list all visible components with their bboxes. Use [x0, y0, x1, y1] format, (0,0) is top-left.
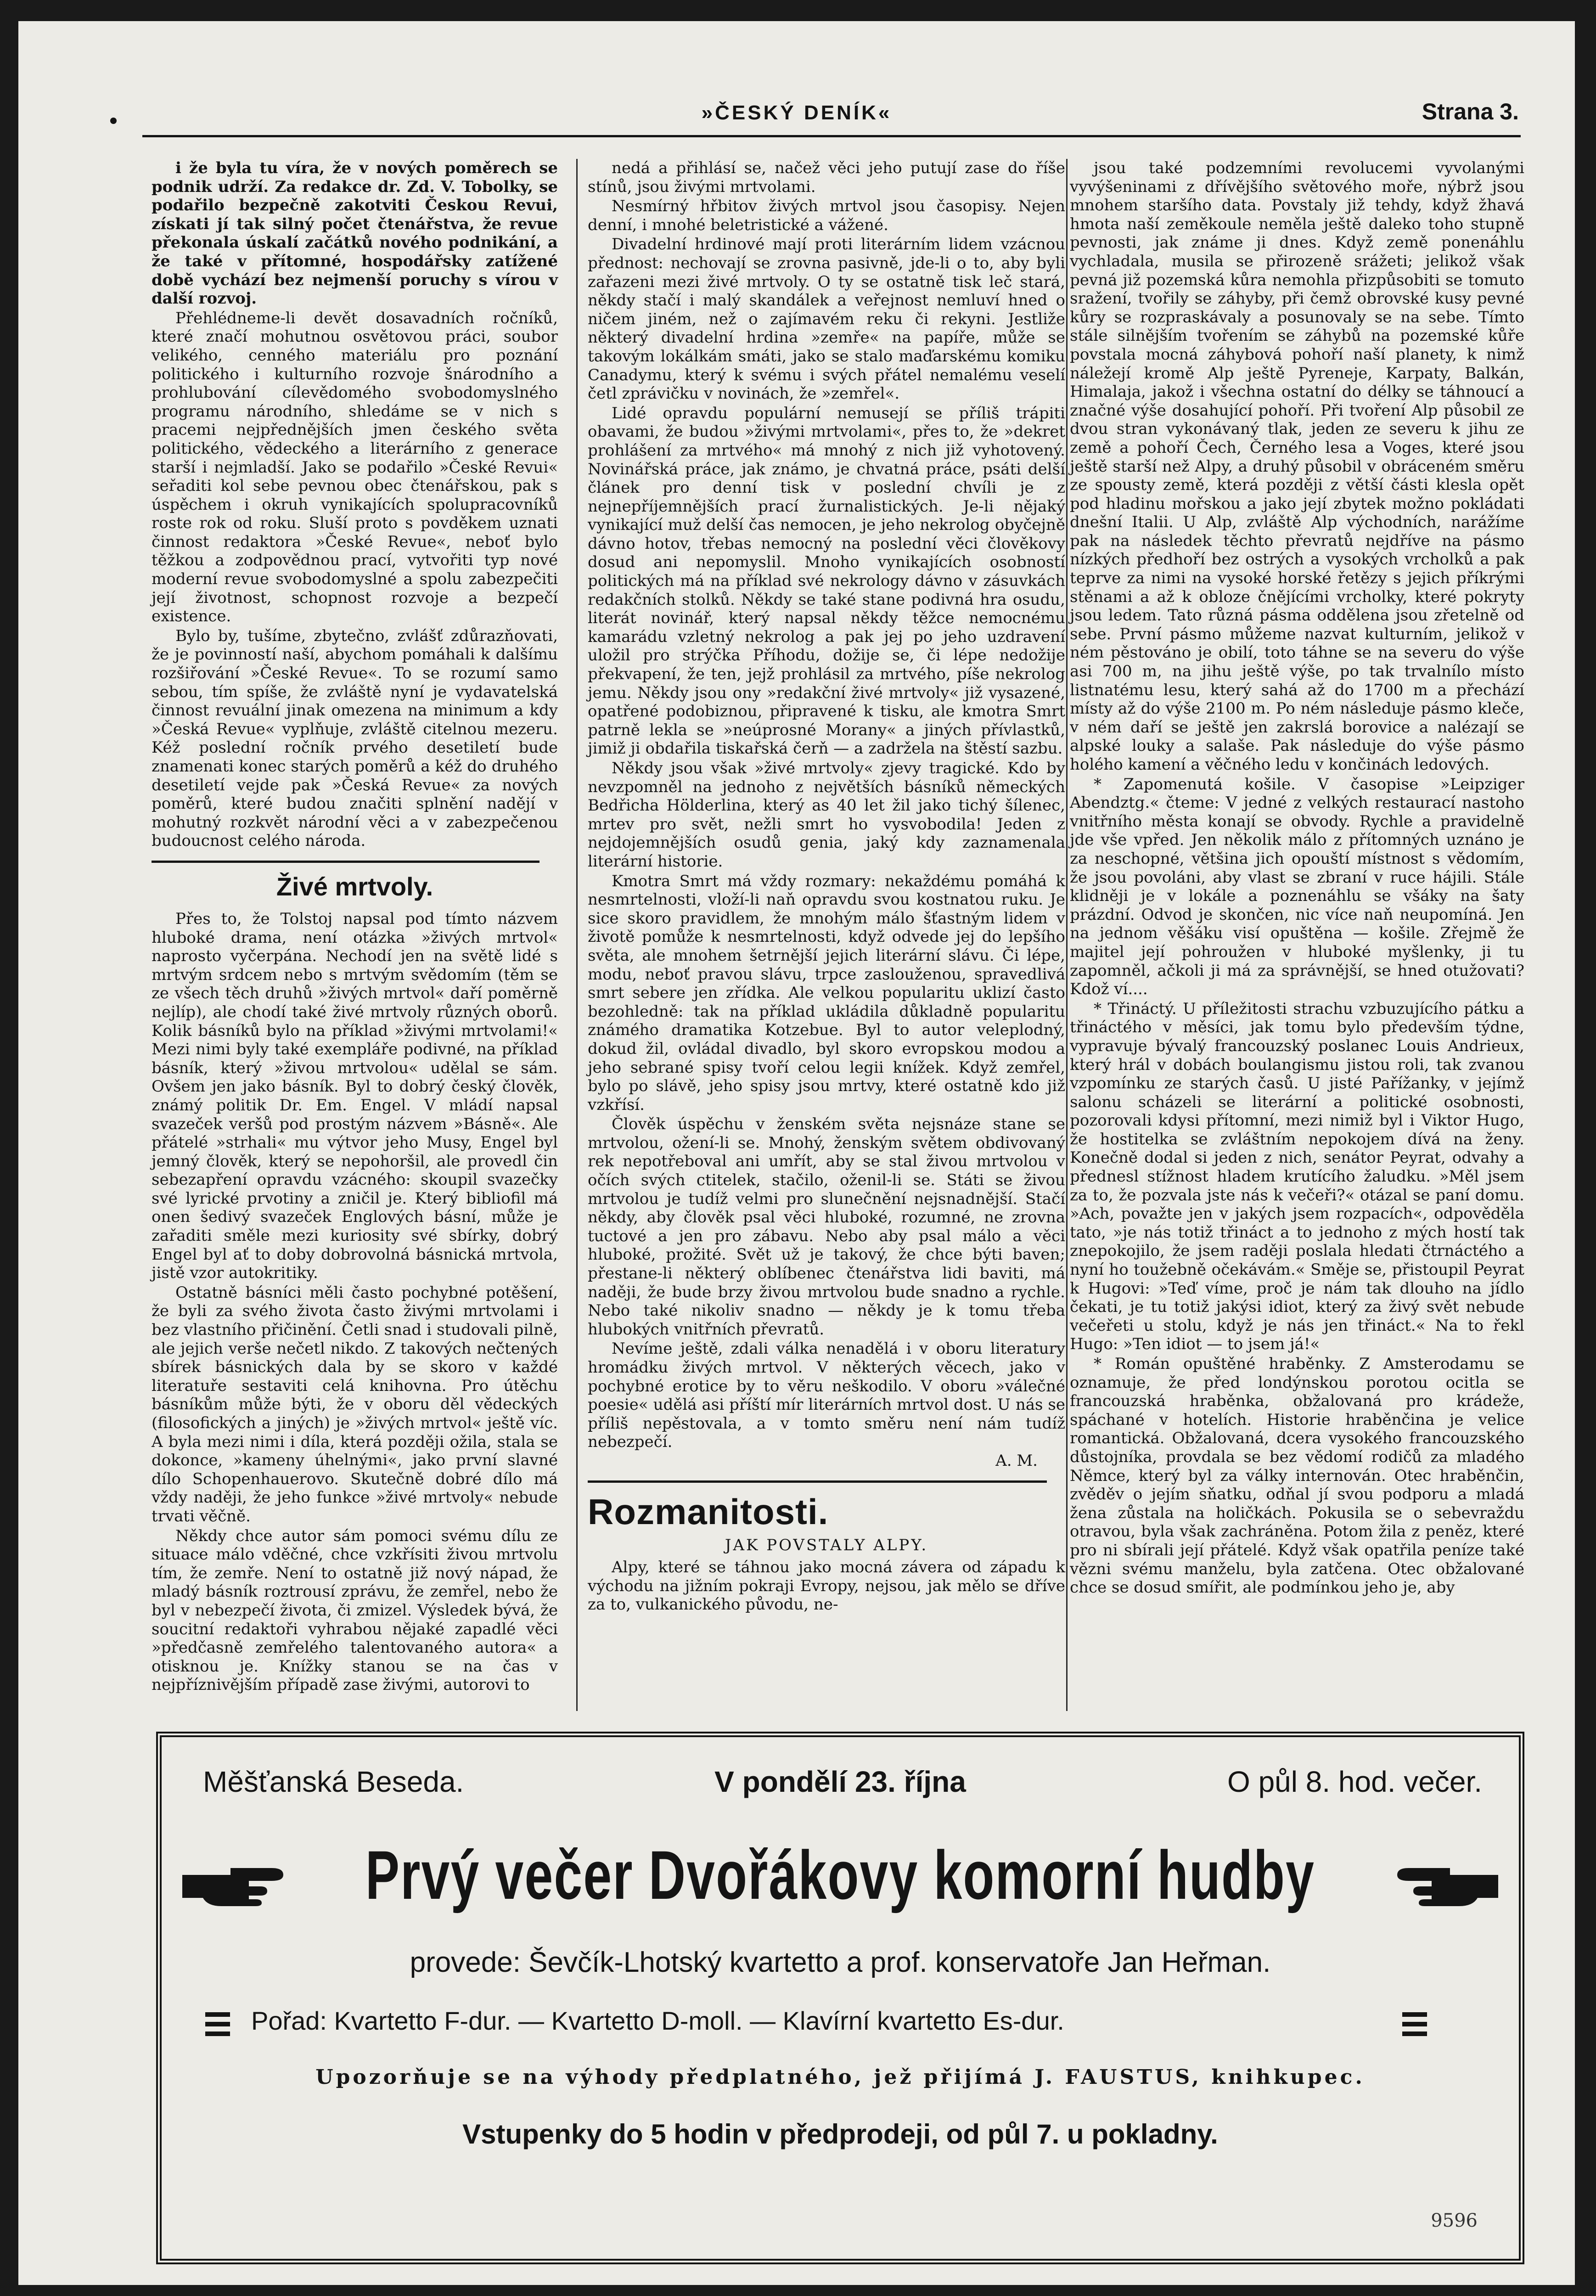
paragraph: Nesmírný hřbitov živých mrtvol jsou časopisy. Nejen denní, i mnohé beletristické a vážené.: [588, 197, 1065, 234]
ad-code: 9596: [1431, 2210, 1478, 2231]
paragraph: Ostatně básníci měli často pochybné potěšení, že byli za svého života často živými mrtvolami i bez vlastního přičinění. Četli snad i studovali pilně, ale jejich verše nečetl nikdo. Z takových nečtených sbírek básnických dala by se skoro v každé literatuře sestaviti celá knihovna. Pro útěchu básníkům může býti, že v oboru děl vědeckých (filosofických a jiných) je »živých mrtvol« ještě víc. A byla mezi nimi i díla, která později ožila, stala se dokonce, »kameny úhelnými«, jako první slavné dílo Schopenhauerovo. Skutečně dobré dílo má vždy naději, že jeho funkce »živé mrtvoly« nebude trvati věčně.: [152, 1283, 558, 1525]
column-1: [152, 159, 558, 1694]
paragraph: Člověk úspěchu v ženském světa nejsnáze stane se mrtvolou, ožení-li se. Mnohý, ženským světem obdivovaný rek nepotřeboval ani umřít, aby se stal živou mrtvolou v očích svých ctitelek, stačilo, oženil-li se. Státi se živou mrtvolou je tudíž velmi pro slunečnění nejsnadnější. Stačí někdy, aby člověk psal věci hluboké, rozumné, ne zrovna tuctové a jen pro zábavu. Nebo aby psal málo a věci hluboké, prožité. Svět už je takový, že chce býti baven; přestane-li některý oblíbenec čtenářstva lidi baviti, má naději, že bude brzy živou mrtvolou bude snadno a rychle. Nebo také nikoliv snadno — někdy je k tomu třeba hlubokých vnitřních převratů.: [588, 1115, 1065, 1339]
ad-time: O půl 8. hod. večer.: [1227, 1765, 1482, 1798]
pointing-hand-left-icon: [1395, 1854, 1500, 1907]
subsection-title: JAK POVSTALY ALPY.: [725, 1536, 928, 1554]
ad-program: Pořad: Kvartetto F-dur. — Kvartetto D-moll. — Klavírní kvartetto Es-dur.: [251, 2006, 1064, 2035]
ad-tickets: Vstupenky do 5 hodin v předprodeji, od půl 7. u pokladny.: [462, 2119, 1218, 2150]
paragraph: * Zapomenutá košile. V časopise »Leipziger Abendztg.« čteme: V jedné z velkých restaurací nastoho vnitřního města konají se obvody. Rychle a pravidelně jde vše vpřed. Jen několik málo z přítomných uznáno je za neschopné, většina jich opouští místnost s vědomím, že jsou povoláni, aby vlast se zbraní v ruce hájili. Stále klidněji je v lokále a poznenáhlu se všáky na šaty prázdní. Odvod je skončen, nic více naň neupomíná. Jen na jednom věšáku visí opuštěna — košile. Zřejmě že majitel její pohroužen v hluboké myšlenky, ji tu zapomněl, ačkoli ji má za správnější, se hned otužovati? Kdož ví....: [1070, 775, 1524, 999]
page-number: Strana 3.: [1422, 99, 1519, 124]
paragraph: Kmotra Smrt má vždy rozmary: nekaždému pomáhá k nesmrtelnosti, vloží-li naň opravdu svou kostnatou ruku. Je sice skoro pravidlem, že mnohým málo šťastným lidem v životě pomůže k nesmrtelnosti, když odvede jej do lepšího světa, ale mnohem šetrnější jejich literární slávu. Či lépe, modu, neboť pravou slávu, trpce zaslouženou, spravedlivá smrt sebere jen zřídka. Ale velkou popularitu uklizí často bezohledně: tak na příklad ukládila důkladně popularitu známého dramatika Kotzebue. Byl to autor veleplodný, dokud žil, ovládal divadlo, byl skoro evropskou modou a jeho sebrané spisy tvoří celou legii knížek. Když zemřel, bylo po slávě, jeho spisy jsou mrtvy, které ostatně kdo již vzkřísí.: [588, 872, 1065, 1114]
paragraph: Někdy jsou však »živé mrtvoly« zjevy tragické. Kdo by nevzpomněl na jednoho z největších básníků německých Bedřicha Hölderlina, který as 40 let žil jako tichý šílenec, mrtev pro svět, nežli smrt ho vysvobodila! Jeden z nejdojemnějších osudů genia, jaký kdy zaznamenala literární historie.: [588, 759, 1065, 871]
paragraph: i že byla tu víra, že v nových poměrech se podnik udrží. Za redakce dr. Zd. V. Tobolky, se podařilo bezpečně zakotviti Českou Revui, získati jí tak silný počet čtenářstva, že revue překonala úskalí začátků nového podnikání, a že také v přítomné, hospodářsky zatížené době vychází bez nejmenší poruchy s vírou v další rozvoj.: [152, 159, 558, 308]
triple-bar-icon: [1402, 2010, 1427, 2038]
paragraph: Přehlédneme-li devět dosavadních ročníků, které značí mohutnou osvětovou práci, soubor velikého, cenného materiálu pro poznání politického i kulturního rozvoje šnárodního a prohlubování cílevědomého svobodomyslného programu národního, shledáme se v nich s pracemi nejpřednějších jmen českého světa politického, vědeckého a literárního z generace starší i nejmladší. Jako se podařilo »České Revui« seřaditi kol sebe pevnou obec čtenářskou, pak s úspěchem i okruh vynikajících spolupracovníků roste rok od roku. Sluší proto s povděkem uznati činnost redaktora »České Revue«, neboť bylo těžkou a zodpovědnou prací, vytvořiti typ nové moderní revue svobodomyslné a spolu zabezpečiti její životnost, schopnost rozvoje a bezpečí existence.: [152, 309, 558, 626]
column-2: [588, 159, 1065, 1674]
ad-venue: Měšťanská Beseda.: [203, 1765, 464, 1798]
paragraph: * Třináctý. U příležitosti strachu vzbuzujícího pátku a třináctého v měsíci, jak tomu bylo především týdne, vypravuje bývalý francouzský poslanec Louis Andrieux, který hrál v dobách boulangismu jistou roli, tak zvanou vzpomínku ze starých časů. U jisté Pařížanky, v jejímž salonu scházeli se literární a politické osobnosti, pozorovali kdysi přítomní, mezi nimiž byl i Viktor Hugo, že hostitelka se zvláštním nepokojem dívá na ženy. Konečně dodal si jeden z nich, senátor Peyrat, odvahy a přednesl stížnost hladem krutícího žaludku. »Měl jsem za to, že pozvala jste nás k večeři?« otázal se paní domu. »Ach, považte jen v jakých jsem rozpacích«, odpověděla tato, »je nás totiž třináct a to jednoho z mých hostí tak znepokojilo, že jsem raději poslala hledati čtrnáctého a nyní ho toužebně očekávám.« Směje se, přistoupil Peyrat k Hugovi: »Teď víme, proč je nám tak dlouho na jídlo čekati, je tu totiž jakýsi idiot, který za živý svět nebude večeřeti u stolu, když je nás jen třináct.« Na to řekl Hugo: »Ten idiot — to jsem já!«: [1070, 999, 1524, 1354]
section-separator: [588, 1480, 1047, 1483]
paragraph: Alpy, které se táhnou jako mocná závera od západu k východu na jižním pokraji Evropy, nejsou, jak mělo se dříve za to, vulkanického původu, ne-: [588, 1558, 1065, 1614]
column-3: [1070, 159, 1524, 1674]
section-separator: [152, 861, 539, 863]
column-divider: [576, 159, 578, 1711]
ad-program-row: [162, 2006, 1519, 2052]
paragraph: Přes to, že Tolstoj napsal pod tímto názvem hluboké drama, není otázka »živých mrtvol« naprosto vyčerpána. Nechodí jen na světě lidé s mrtvým srdcem nebo s mrtvým svědomím (těm se ze všech těch druhů »živých mrtvol« daří poměrně nejlíp), ale chodí také živé mrtvoly různých oborů. Kolik básníků bylo na příklad »živými mrtvolami!« Mezi nimi byly také exempláře podivné, na příklad básník, který »živou mrtvolou« udělal se sám. Ovšem jen jako básník. Byl to dobrý český člověk, známý politik Dr. Em. Engel. V mládí napsal svazeček veršů pod prostým názvem »Básně«. Ale přátelé »strhali« mu výtvor jeho Musy, Engel byl jemný člověk, který se nepohoršil, ale provedl čin sebezapření opravdu vzácného: skoupil svazečky své lyrické prvotiny a zničil je. Který bibliofil má onen šedivý svazeček Englových básní, může je zařaditi směle mezi kuriosity své sbírky, dobrý Engel byl ať to doby dobrovolná básnická mrtvola, jistě vzor autokritiky.: [152, 909, 558, 1283]
paragraph: jsou také podzemními revolucemi vyvolanými vyvýšeninami z dřívějšího světového moře, nýbrž jsou mnohem staršího data. Povstaly již tehdy, když žhavá hmota naší zeměkoule neměla ještě daleko toho stupně pevnosti, jak známe ji dnes. Když země ponenáhlu vychladala, musila se přirozeně srážeti; jelikož však pevná již pozemská kůra nemohla přizpůsobiti se tomuto sražení, tvořily se záhyby, při čemž obrovské kusy pevné kůry se rozpraskávaly a posunovaly se na sebe. Tímto stále silnějším tvořením se záhybů na pozemské kůře povstala mocná záhybová pohoří naší planety, k nimž náležejí kromě Alp ještě Pyreneje, Karpaty, Balkán, Himalaja, jakož i všechna ostatní do délky se táhnoucí a značné výše dosahující pohoří. Při tvoření Alp působil ze dvou stran vykonávaný tlak, jeden ze severu k jihu ze země a pohoří Čech, Černého lesa a Voges, které jsou ještě starší než Alpy, a druhý působil v obráceném směru ze spousty země, která později z větší části klesla opět pod hladinu mořskou a jako její zbytek možno pokládati dnešní Italii. U Alp, zvláště Alp východních, narážíme pak na následek těchto převratů nejdříve na pásmo nízkých předhoří bez ostrých a vysokých vrcholků a pak teprve za nimi na vysoké horské řetězy s jejich příkrými stěnami a až k obloze čnějícími vrcholky, které pokryty jsou ledem. Tato různá pásma oddělena jsou zřetelně od sebe. První pásmo můžeme nazvat kulturním, jelikož v ném pěstováno je obilí, toto táhne se na severu do výše asi 700 m, na jihu ještě výše, po tak trvalnílo místo listnatému lesu, který sahá až do 1700 m a přechází místy až do výše 2100 m. Po ném následuje pásmo kleče, v ném daří se ještě jen zakrslá borovice a nalézají se alpské louky a salaše. Pak následuje do výše pásmo holého kamení a věčného ledu v končinách ledových.: [1070, 159, 1524, 774]
paragraph: nedá a přihlásí se, načež věci jeho putují zase do říše stínů, jsou živými mrtvolami.: [588, 159, 1065, 196]
paragraph: Divadelní hrdinové mají proti literárním lidem vzácnou přednost: nechovají se zrovna pasivně, jde-li o to, aby byli zařazeni mezi živé mrtvoly. O ty se ostatně tisk leč stará, někdy stačí i malý skandálek a veřejnost nemluví hned o ničem jiném, než o zajímavém reku či rekyni. Jestliže některý divadelní hrdina »zemře« na papíře, může se takovým lokálkám smáti, jako se stalo maďarskému komiku Canadymu, který k svému i svých přátel nemalému veselí četl zprávičku v novinách, že »zemřel«.: [588, 235, 1065, 403]
ad-title-row: [162, 1824, 1519, 1935]
paragraph: * Román opuštěné hraběnky. Z Amsterodamu se oznamuje, že před londýnskou porotou ocitla se francouzská hraběnka, obžalovaná pro krádeže, spáchané v hotelích. Historie hraběnčina je velice romantická. Obžalovaná, dcera vysokého francouzského důstojníka, provdala se bez vědomí rodičů za mladého Němce, který byl za války internován. Otec hraběnčin, zvěděv o jejím sňatku, odňal jí svou podporu a mladá žena zůstala na holičkách. Pokusila se o sebevraždu otravou, byla však zachráněna. Potom žila z peněz, které pro ni sbírali její přátelé. Když však opatřila peníze také vězni svému manželu, byla zatčena. Otec obžalované chce se dosud smířit, ale podmínkou jeho je, aby: [1070, 1355, 1524, 1597]
ad-header-row: [162, 1765, 1519, 1806]
triple-bar-icon: [205, 2010, 230, 2038]
header-rule: [142, 135, 1521, 137]
ad-performers: provede: Ševčík-Lhotský kvartetto a prof. konservatoře Jan Heřman.: [410, 1947, 1271, 1978]
paragraph: Někdy chce autor sám pomoci svému dílu ze situace málo vděčné, chce vzkřísiti živou mrtvolu tím, že zemře. Není to ostatně již nový nápad, že mladý básník roztrousí zprávu, že zemřel, nebo že byl v nebezpečí života, či zmizel. Výsledek bývá, že soucitní redaktoři vyhrabou nějaké zapadlé věci »předčasně zemřelého talentovaného autora« a otisknou je. Knížky stanou se na čas v nejpříznivějším případě zase živými, autorovi to: [152, 1526, 558, 1694]
ad-notice: Upozorňuje se na výhody předplatného, jež přijímá J. FAUSTUS, knihkupec.: [315, 2065, 1365, 2089]
ad-title: Prvý večer Dvořákovy komorní hudby: [365, 1836, 1315, 1913]
section-title: Rozmanitosti.: [588, 1491, 829, 1532]
newspaper-name: »ČESKÝ DENÍK«: [701, 101, 892, 124]
article-title: Živé mrtvoly.: [276, 872, 433, 901]
ad-date: V pondělí 23. října: [714, 1765, 966, 1798]
concert-advertisement: [156, 1732, 1524, 2264]
newspaper-page: [18, 21, 1575, 2285]
pointing-hand-right-icon: [180, 1854, 286, 1907]
paragraph: Lidé opravdu populární nemusejí se příliš trápiti obavami, že budou »živými mrtvolami«, přes to, že »dekret prohlášení za mrtvého« má mnohý z nich již vyhotovený. Novinářská práce, jak známo, je chvatná práce, psáti delší článek pro denní tisk v poslední chvíli je z nejnepříjemnějších prací žurnalistických. Je-li nějaký vynikající muž delší čas nemocen, je jeho nekrolog obyčejně dávno hotov, třebas nemocný na poslední věci člověkovy dosud ani nepomyslil. Mnoho vynikajících osobností politických má na příklad své nekrology dávno v zásuvkách redakčních stolků. Někdy se také stane podivná hra osudu, literát novinář, který napsal někdy těžce nemocnému kamarádu vzletný nekrolog a pak jej po jeho uzdravení uložil pro strýčka Příhodu, dožije se, či lépe nedožije překvapení, že ten, jejž prohlásil za mrtvého, píše nekrolog jemu. Někdy jsou ony »redakční živé mrtvoly« již vysazené, opatřené podobiznou, připravené k tisku, ale kmotra Smrt patrně lekla se »neúprosné Morany« a jiných přívlastků, jimiž ji obdařila tiskařská čerň — a zadržela na štěstí sazbu.: [588, 404, 1065, 758]
paragraph: Bylo by, tušíme, zbytečno, zvlášť zdůrazňovati, že je povinností naší, abychom pomáhali k dalšímu rozšiřování »České Revue«. To se rozumí samo sebou, tím spíše, že zvláště nyní je vydavatelská činnost revuální jinak omezena na minimum a kdy »Česká Revue« vyplňuje, zvláště citelnou mezeru. Kéž poslední ročník prvého desetiletí bude znamenati konec starých poměrů a kéž do druhého desetiletí vejde pak »Česká Revue« za nových poměrů, které budou značiti splnění nadějí v mohutný rozkvět národní věci a v zabezpečenou budoucnost celého národa.: [152, 626, 558, 850]
paragraph: Nevíme ještě, zdali válka nenadělá i v oboru literatury hromádku živých mrtvol. V některých věcech, jako v pochybné erotice by to věru neškodilo. V oboru »válečné poesie« udělá asi příští mír literárních mrtvol dost. U nás se příliš nepěstovala, a v tomto směru není nám tudíž nebezpečí.: [588, 1339, 1065, 1452]
column-divider: [1066, 159, 1068, 1711]
article-signature: A. M.: [995, 1451, 1038, 1470]
page-header: [18, 21, 1575, 141]
